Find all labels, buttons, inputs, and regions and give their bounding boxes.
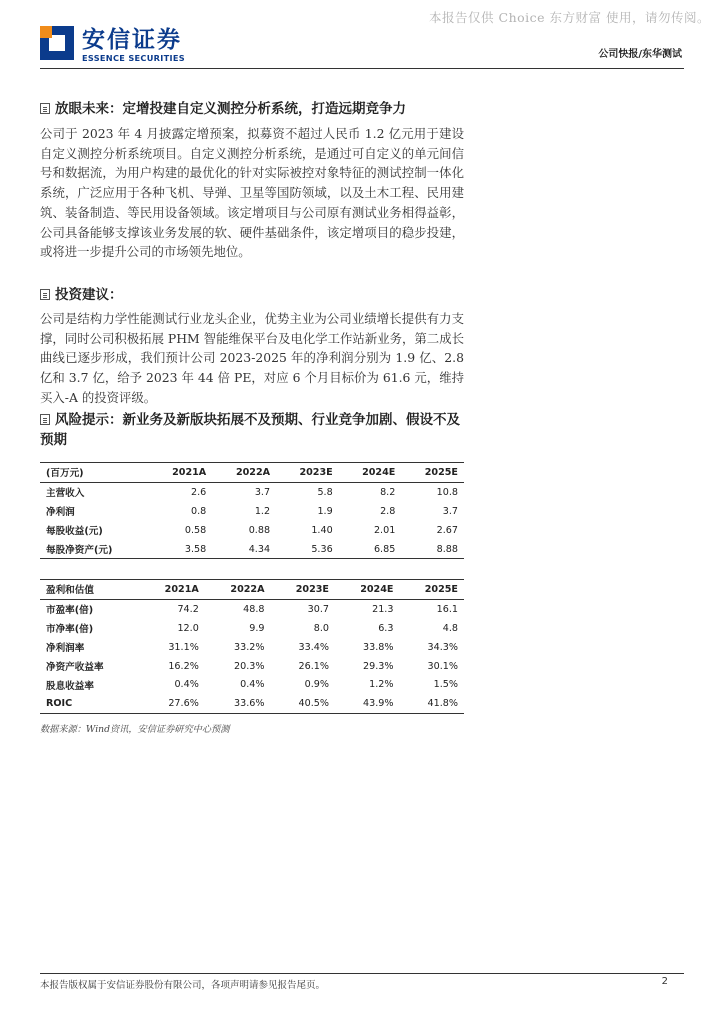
table-cell: 1.9 bbox=[317, 505, 333, 517]
section-title: 风险提示：新业务及新版块拓展不及预期、行业竞争加剧、假设不及预期 bbox=[40, 412, 460, 448]
table-cell: 5.36 bbox=[311, 543, 333, 555]
table-header-cell: 2022A bbox=[230, 583, 265, 595]
table-row bbox=[40, 521, 464, 540]
table-cell: 2.67 bbox=[436, 524, 458, 536]
page-number: 2 bbox=[661, 976, 668, 987]
table-cell: 0.58 bbox=[184, 524, 207, 536]
table-header-cell: 2023E bbox=[299, 466, 333, 478]
table-cell: 8.2 bbox=[380, 486, 396, 498]
table-cell: 12.0 bbox=[177, 622, 199, 634]
table-cell: 34.3% bbox=[427, 641, 458, 653]
table-cell: 20.3% bbox=[234, 660, 265, 672]
table-header-cell: (百万元) bbox=[46, 468, 84, 480]
table-cell: 30.7 bbox=[307, 603, 329, 615]
table-header-cell: 2021A bbox=[172, 466, 207, 478]
table-cell: 33.8% bbox=[362, 641, 394, 653]
table-cell: 48.8 bbox=[243, 603, 265, 615]
table-header-cell: 2023E bbox=[295, 583, 329, 595]
table-cell: 0.8 bbox=[190, 505, 207, 517]
row-label: 市盈率(倍) bbox=[46, 605, 94, 617]
table-cell: 8.0 bbox=[313, 622, 329, 634]
table-header-cell: 2022A bbox=[235, 466, 271, 478]
list-icon bbox=[40, 289, 50, 300]
row-label: 股息收益率 bbox=[46, 680, 94, 692]
row-label: 主营收入 bbox=[46, 488, 85, 500]
table-cell: 43.9% bbox=[362, 698, 394, 710]
table-cell: 40.5% bbox=[298, 698, 329, 710]
table-cell: 0.88 bbox=[248, 524, 271, 536]
section-body-investment: 公司是结构力学性能测试行业龙头企业，优势主业为公司业绩增长提供有力支撑，同时公司积极拓展 PHM 智能维保平台及电化学工作站新业务，第二成长曲线已逐步形成，我们预计公司 2023-2025 年的净利润分别为 1.9 亿、2.8 亿和 3.7 亿，给予 2023 年 44 倍 PE，对应 6 个月目标价为 61.6 元，维持买入-A 的投资评级。 bbox=[40, 311, 464, 405]
table-cell: 16.2% bbox=[168, 660, 199, 672]
header-divider bbox=[40, 68, 684, 69]
table-row bbox=[40, 540, 464, 559]
table-cell: 5.8 bbox=[317, 486, 333, 498]
row-label: 市净率(倍) bbox=[46, 624, 94, 636]
table-cell: 4.8 bbox=[442, 622, 458, 634]
table-cell: 0.4% bbox=[174, 679, 199, 691]
table-cell: 33.6% bbox=[234, 698, 265, 710]
section-title: 投资建议： bbox=[55, 287, 123, 303]
row-label: 净利润率 bbox=[46, 643, 85, 655]
table-cell: 33.4% bbox=[298, 641, 329, 653]
table-header-row bbox=[40, 463, 464, 483]
table-cell: 31.1% bbox=[168, 641, 199, 653]
section-body-outlook: 公司于 2023 年 4 月披露定增预案，拟募资不超过人民币 1.2 亿元用于建设自定义测控分析系统项目。自定义测控分析系统，是通过可自定义的单元间信号和数据流，为用户构建的最优化的针对实际被控对象特征的测试控制一体化系统，广泛应用于各种飞机、导弹、卫星等国防领域，以及土木工程、民用建筑、装备制造、等民用设备领域。该定增项目与公司原有测试业务相得益彰，公司具备能够支撑该业务发展的软、硬件基础条件，该定增项目的稳步投建，或将进一步提升公司的市场领先地位。 bbox=[40, 126, 464, 260]
table-cell: 3.7 bbox=[254, 486, 271, 498]
data-source-note: 数据来源：Wind资讯，安信证券研究中心预测 bbox=[40, 724, 230, 735]
table-cell: 9.9 bbox=[249, 622, 265, 634]
row-label: 每股净资产(元) bbox=[46, 545, 113, 556]
table-cell: 0.9% bbox=[304, 679, 329, 691]
logo-cn: 安信证券 bbox=[82, 27, 182, 53]
table-cell: 21.3 bbox=[372, 603, 394, 615]
table-cell: 1.2 bbox=[254, 505, 271, 517]
table-cell: 30.1% bbox=[427, 660, 458, 672]
table-row bbox=[40, 599, 464, 618]
watermark: 本报告仅供 Choice 东方财富 使用，请勿传阅。 bbox=[429, 10, 710, 25]
table-cell: 4.34 bbox=[248, 543, 271, 555]
table-header-cell: 2024E bbox=[362, 466, 396, 478]
table-header-row bbox=[40, 580, 464, 600]
table-header-cell: 盈利和估值 bbox=[46, 585, 94, 597]
table-cell: 1.2% bbox=[369, 679, 394, 691]
financial-table bbox=[40, 462, 464, 559]
table-cell: 10.8 bbox=[436, 486, 458, 498]
table-cell: 6.3 bbox=[378, 622, 394, 634]
section-heading-risk bbox=[40, 410, 470, 450]
logo-mark-icon bbox=[40, 26, 74, 60]
table-cell: 16.1 bbox=[436, 603, 458, 615]
table-cell: 0.4% bbox=[240, 679, 265, 691]
table-cell: 2.01 bbox=[373, 524, 396, 536]
table-header-cell: 2024E bbox=[360, 583, 394, 595]
table-cell: 74.2 bbox=[177, 603, 199, 615]
row-label: 每股收益(元) bbox=[46, 526, 103, 538]
table-cell: 1.5% bbox=[433, 679, 458, 691]
table-row bbox=[40, 694, 464, 713]
footer-disclaimer: 本报告版权属于安信证券股份有限公司，各项声明请参见报告尾页。 bbox=[40, 980, 326, 991]
table-row bbox=[40, 675, 464, 694]
table-cell: 1.40 bbox=[311, 524, 333, 536]
table-cell: 2.6 bbox=[190, 486, 207, 498]
section-heading-outlook bbox=[40, 99, 470, 119]
row-label: ROIC bbox=[46, 698, 73, 710]
table-cell: 29.3% bbox=[362, 660, 394, 672]
table-row bbox=[40, 638, 464, 657]
company-logo bbox=[40, 26, 185, 63]
report-type: 公司快报/东华测试 bbox=[598, 49, 682, 60]
table-cell: 3.7 bbox=[442, 505, 458, 517]
table-cell: 33.2% bbox=[234, 641, 265, 653]
section-title: 放眼未来：定增投建自定义测控分析系统，打造远期竞争力 bbox=[55, 101, 406, 117]
table-row bbox=[40, 502, 464, 521]
table-header-cell: 2025E bbox=[424, 583, 458, 595]
table-row bbox=[40, 619, 464, 638]
logo-en: ESSENCE SECURITIES bbox=[82, 53, 185, 63]
table-cell: 6.85 bbox=[373, 543, 396, 555]
valuation-table bbox=[40, 579, 464, 714]
table-header-cell: 2021A bbox=[164, 583, 199, 595]
table-cell: 27.6% bbox=[168, 698, 199, 710]
table-row bbox=[40, 657, 464, 676]
section-heading-investment bbox=[40, 285, 470, 305]
table-cell: 26.1% bbox=[298, 660, 329, 672]
table-cell: 2.8 bbox=[380, 505, 396, 517]
table-header-cell: 2025E bbox=[424, 466, 458, 478]
table-cell: 3.58 bbox=[184, 543, 207, 555]
table-cell: 8.88 bbox=[436, 543, 458, 555]
table-row bbox=[40, 482, 464, 501]
list-icon bbox=[40, 414, 50, 425]
row-label: 净资产收益率 bbox=[46, 662, 104, 673]
row-label: 净利润 bbox=[46, 507, 75, 519]
table-cell: 41.8% bbox=[427, 698, 458, 710]
footer-divider bbox=[40, 973, 684, 974]
list-icon bbox=[40, 103, 50, 114]
